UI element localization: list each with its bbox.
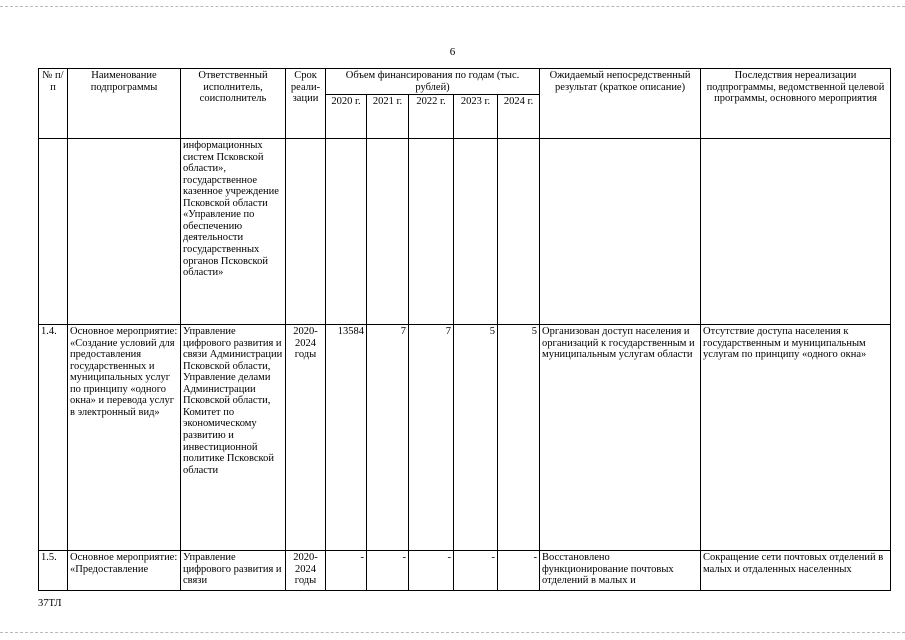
- cell-value: 7: [367, 325, 409, 551]
- page-number: 6: [449, 46, 456, 58]
- cell-term: 2020-2024 годы: [286, 551, 326, 591]
- cell-value: [498, 139, 540, 325]
- cell-value: -: [409, 551, 454, 591]
- cell-value: -: [454, 551, 498, 591]
- header-responsible: Ответственный исполнитель, соисполнитель: [181, 69, 286, 139]
- header-year: 2024 г.: [498, 95, 540, 139]
- footer-code: 37ТЛ: [38, 598, 62, 609]
- table-row: [39, 551, 891, 591]
- table-row: [39, 139, 891, 325]
- cell-value: 7: [409, 325, 454, 551]
- cell-consequences: [701, 139, 891, 325]
- cell-consequences: Отсутствие доступа населения к государственным и муниципальным услугам по принципу «одного окна»: [701, 325, 891, 551]
- cell-value: -: [498, 551, 540, 591]
- program-table: [38, 68, 891, 591]
- scan-edge-bottom: [0, 632, 905, 633]
- scan-edge-top: [0, 6, 905, 7]
- cell-responsible: информационных систем Псковской области», государственное казенное учреждение Псковской области «Управление по обеспечению деятельности государственных органов Псковской области»: [181, 139, 286, 325]
- cell-value: [454, 139, 498, 325]
- header-year: 2020 г.: [326, 95, 367, 139]
- table-row: [39, 325, 891, 551]
- header-consequences: Последствия нереализации подпрограммы, ведомственной целевой программы, основного мероприятия: [701, 69, 891, 139]
- cell-result: Организован доступ населения и организаций к государственным и муниципальным услугам области: [540, 325, 701, 551]
- cell-name: Основное мероприятие: «Предоставление: [68, 551, 181, 591]
- cell-consequences: Сокращение сети почтовых отделений в малых и отдаленных населенных: [701, 551, 891, 591]
- cell-value: [326, 139, 367, 325]
- cell-term: 2020-2024 годы: [286, 325, 326, 551]
- cell-result: [540, 139, 701, 325]
- cell-value: [409, 139, 454, 325]
- cell-result: Восстановлено функционирование почтовых отделений в малых и: [540, 551, 701, 591]
- cell-value: 5: [498, 325, 540, 551]
- cell-responsible: Управление цифрового развития и связи: [181, 551, 286, 591]
- cell-value: [367, 139, 409, 325]
- cell-name: [68, 139, 181, 325]
- header-row: [39, 69, 891, 95]
- header-year: 2022 г.: [409, 95, 454, 139]
- header-result: Ожидаемый непосредственный результат (краткое описание): [540, 69, 701, 139]
- cell-name: Основное мероприятие: «Создание условий для предоставления государственных и муниципальных услуг по принципу «одного окна» и перевода услуг в электронный вид»: [68, 325, 181, 551]
- cell-responsible: Управление цифрового развития и связи Администрации Псковской области, Управление делами Администрации Псковской области, Комитет по экономическому развитию и инвестиционной политике Псковской области: [181, 325, 286, 551]
- cell-num: [39, 139, 68, 325]
- header-num: № п/п: [39, 69, 68, 139]
- cell-value: -: [367, 551, 409, 591]
- cell-value: 13584: [326, 325, 367, 551]
- cell-value: -: [326, 551, 367, 591]
- header-financing: Объем финансирования по годам (тыс. рублей): [326, 69, 540, 95]
- header-year: 2023 г.: [454, 95, 498, 139]
- cell-num: 1.4.: [39, 325, 68, 551]
- cell-num: 1.5.: [39, 551, 68, 591]
- header-term: Срок реали-зации: [286, 69, 326, 139]
- header-year: 2021 г.: [367, 95, 409, 139]
- cell-value: 5: [454, 325, 498, 551]
- cell-term: [286, 139, 326, 325]
- header-name: Наименование подпрограммы: [68, 69, 181, 139]
